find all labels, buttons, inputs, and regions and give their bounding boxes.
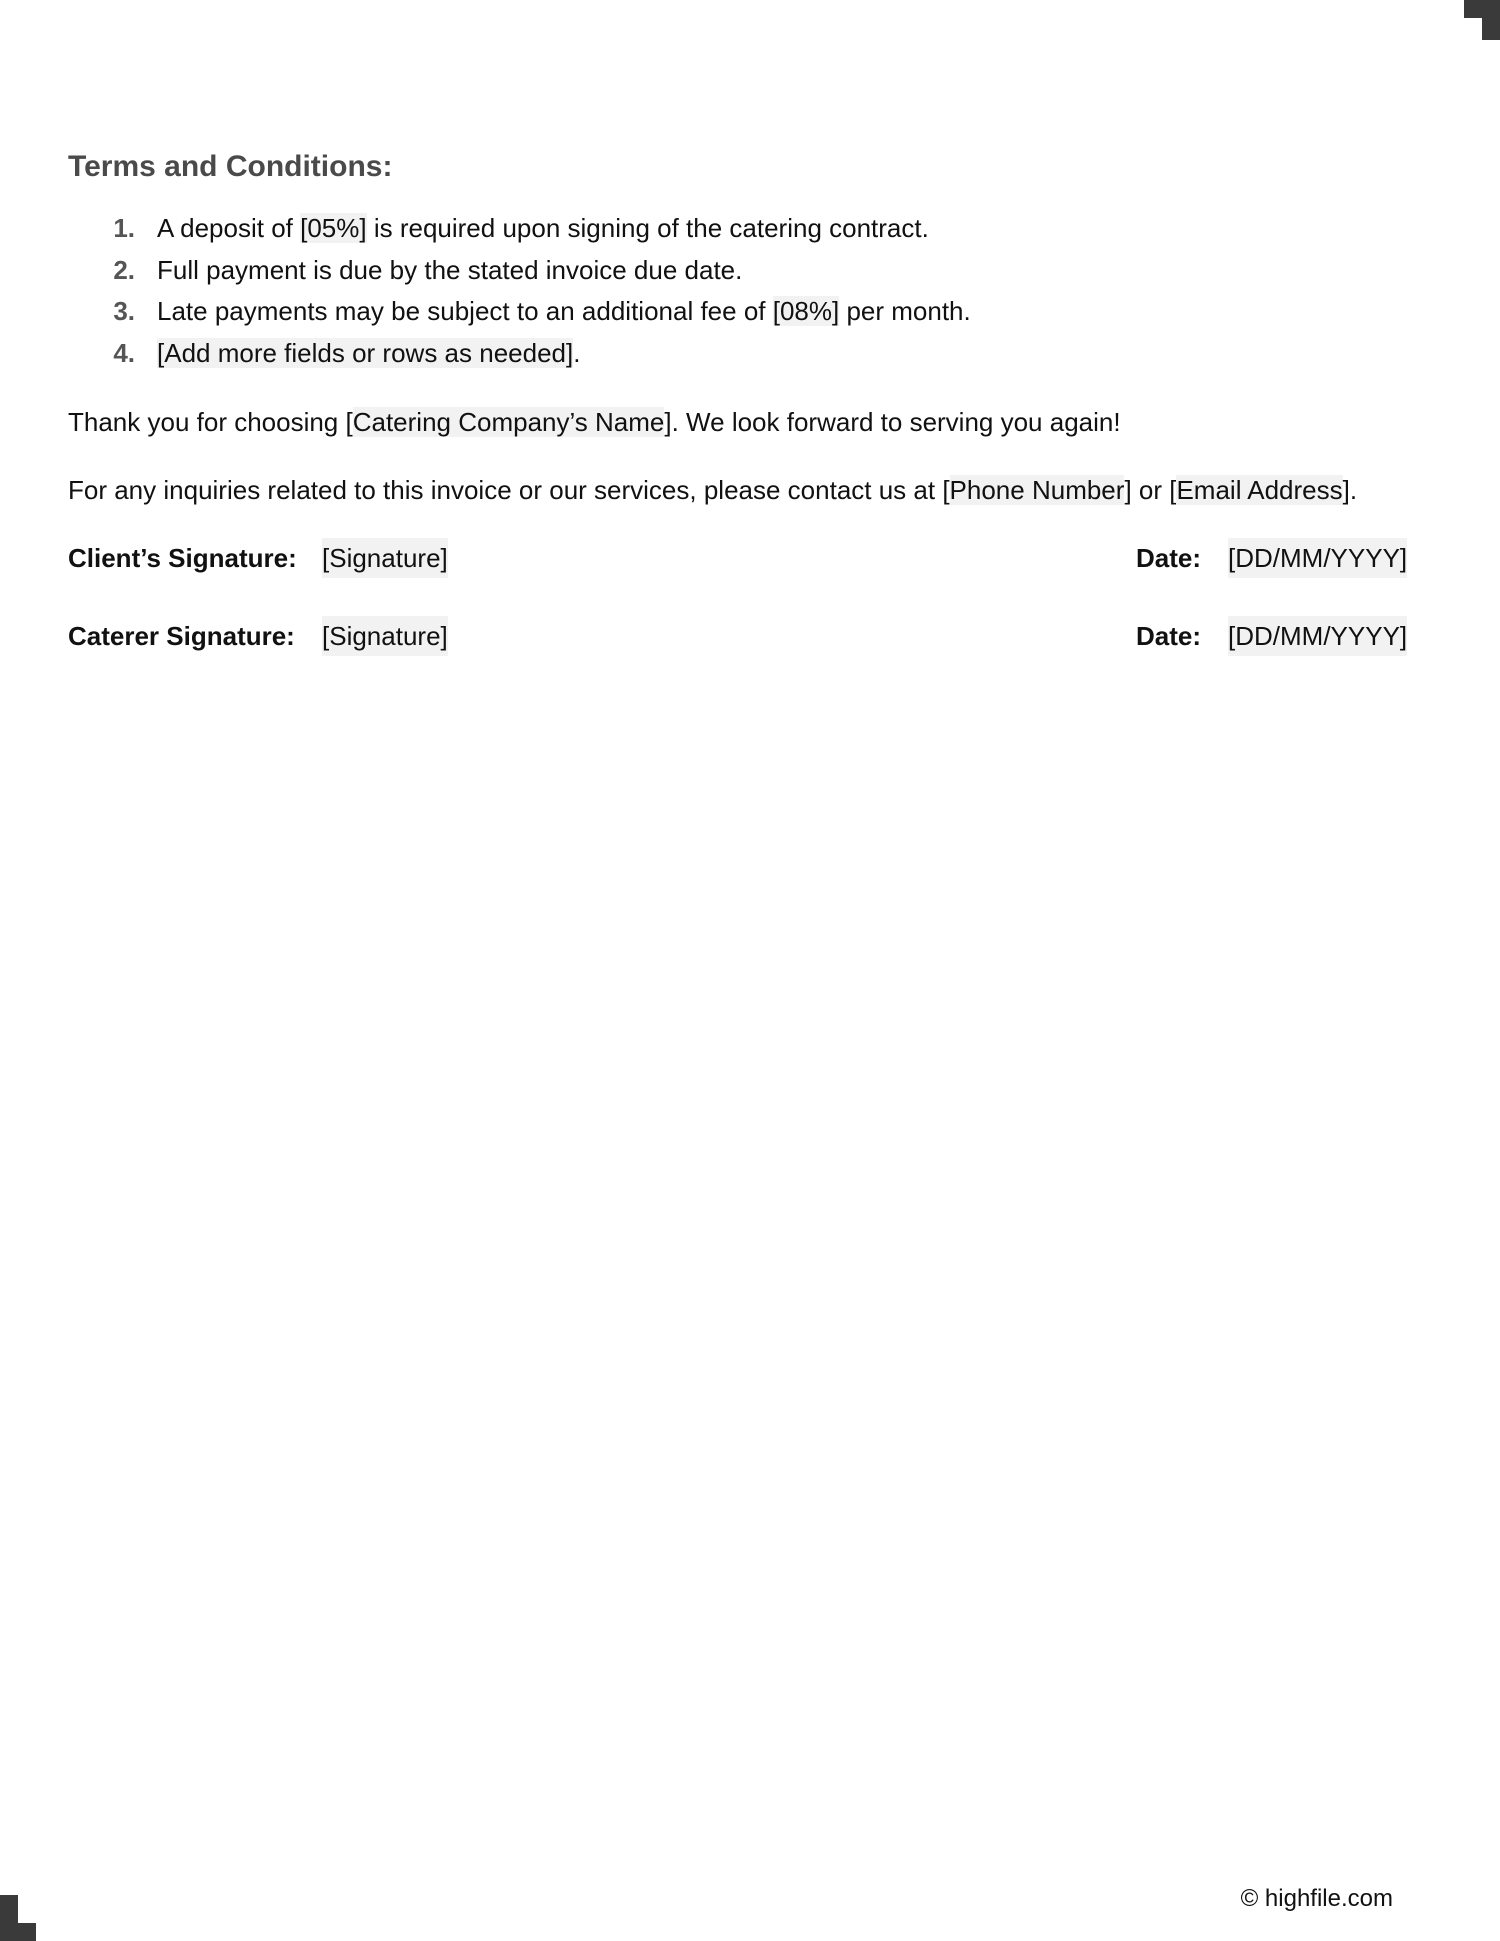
corner-decoration-top-right [1464, 0, 1500, 40]
caterer-date-field[interactable]: [DD/MM/YYYY] [1228, 616, 1407, 656]
contact-text: For any inquiries related to this invoice or our services, please contact us at [Phone Number] or [Email Address]. [68, 475, 1358, 505]
corner-decoration-bottom-left [0, 1895, 36, 1941]
terms-item-3 [68, 291, 1438, 333]
document-body [68, 148, 1438, 656]
caterer-signature-field[interactable]: [Signature] [322, 616, 448, 656]
terms-text: [Add more fields or rows as needed]. [157, 337, 581, 368]
footer-copyright: © highfile.com [1240, 1885, 1393, 1912]
terms-item-1 [68, 208, 1438, 250]
thank-you-text: Thank you for choosing [Catering Company’s Name]. We look forward to serving you again! [68, 407, 1121, 437]
terms-list [68, 208, 1438, 374]
caterer-signature-label: Caterer Signature: [68, 621, 295, 651]
client-date-label: Date: [1136, 543, 1202, 573]
client-signature-row [68, 538, 1438, 578]
terms-item-4 [68, 333, 1438, 375]
deposit-percent-field[interactable]: [05%] [300, 213, 367, 243]
terms-text: A deposit of [05%] is required upon signing of the catering contract. [157, 213, 929, 243]
phone-number-field[interactable]: Phone Number [949, 475, 1125, 505]
client-date-field[interactable]: [DD/MM/YYYY] [1228, 538, 1407, 578]
caterer-date-label: Date: [1136, 621, 1202, 651]
client-signature-field[interactable]: [Signature] [322, 538, 448, 578]
email-address-field[interactable]: Email Address [1176, 475, 1343, 505]
terms-number: 1. [113, 213, 135, 243]
terms-item-2 [68, 250, 1438, 292]
client-signature-label: Client’s Signature: [68, 543, 297, 573]
terms-text: Full payment is due by the stated invoice due date. [157, 254, 743, 285]
terms-heading: Terms and Conditions: [68, 150, 393, 183]
terms-number: 3. [113, 296, 135, 326]
terms-number: 2. [113, 254, 135, 285]
terms-text: Late payments may be subject to an additional fee of [08%] per month. [157, 296, 971, 326]
company-name-field[interactable]: Catering Company’s Name [352, 407, 665, 437]
late-fee-percent-field[interactable]: [08%] [772, 296, 840, 326]
add-more-field[interactable]: [Add more fields or rows as needed] [157, 337, 574, 368]
terms-number: 4. [113, 337, 135, 368]
caterer-signature-row [68, 616, 1438, 656]
